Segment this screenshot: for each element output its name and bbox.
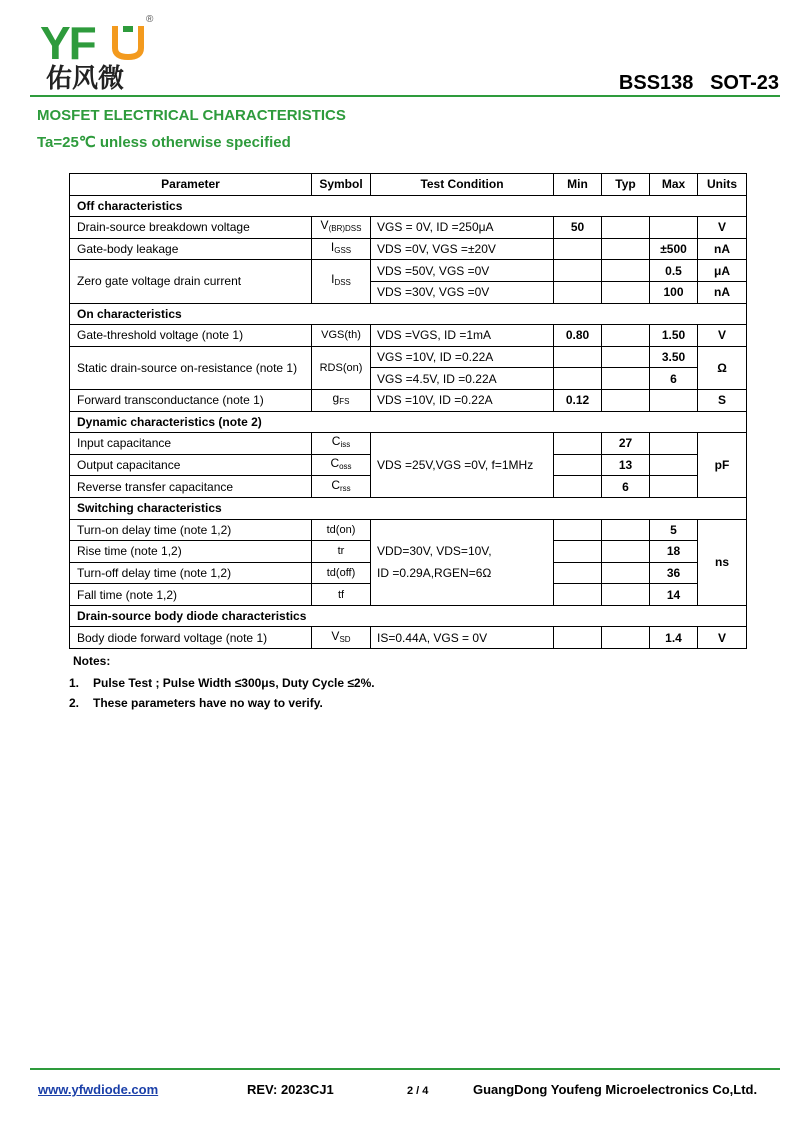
- logo-letters: YF: [40, 17, 95, 69]
- section-subtitle: Ta=25℃ unless otherwise specified: [37, 134, 291, 151]
- note-2: 2. These parameters have no way to verify.: [69, 696, 323, 710]
- electrical-characteristics-table: [69, 173, 747, 649]
- table-row: Body diode forward voltage (note 1) $V_{SD}$ IS=0.44A, VGS = 0V 1.4 V: [70, 627, 747, 649]
- registered-mark: ®: [146, 14, 154, 25]
- table-row: Zero gate voltage drain current $I_{DSS}$ VDS =50V, VGS =0V 0.5 μA: [70, 260, 747, 282]
- table-row: Reverse transfer capacitance $C_{rss}$ 6: [70, 476, 747, 498]
- col-test-condition: Test Condition: [371, 174, 554, 196]
- page-number: 2 / 4: [407, 1085, 429, 1097]
- table-header-row: [70, 174, 747, 196]
- col-units: Units: [698, 174, 747, 196]
- section-dynamic: Dynamic characteristics (note 2): [70, 411, 747, 433]
- footer-divider: [30, 1068, 780, 1070]
- logo-u-mark: [112, 24, 144, 60]
- table-row: Rise time (note 1,2) tr 18: [70, 541, 747, 563]
- table-row: Forward transconductance (note 1) $g_{FS}$ VDS =10V, ID =0.22A 0.12 S: [70, 389, 747, 411]
- note-1: 1. Pulse Test ; Pulse Width ≤300μs, Duty Cycle ≤2%.: [69, 676, 375, 690]
- table-row: Turn-off delay time (note 1,2) td(off) 36: [70, 562, 747, 584]
- table-row: VDS =30V, VGS =0V 100 nA: [70, 281, 747, 303]
- section-on: On characteristics: [70, 303, 747, 325]
- col-parameter: Parameter: [70, 174, 312, 196]
- table-row: Gate-body leakage $I_{GSS}$ VDS =0V, VGS =±20V ±500 nA: [70, 238, 747, 260]
- col-max: Max: [650, 174, 698, 196]
- col-typ: Typ: [602, 174, 650, 196]
- revision: REV: 2023CJ1: [247, 1082, 334, 1097]
- section-off: Off characteristics: [70, 195, 747, 217]
- col-min: Min: [554, 174, 602, 196]
- section-switching: Switching characteristics: [70, 497, 747, 519]
- col-symbol: Symbol: [312, 174, 371, 196]
- part-number: BSS138 SOT-23: [618, 72, 779, 94]
- section-diode: Drain-source body diode characteristics: [70, 605, 747, 627]
- table-row: Input capacitance $C_{iss}$ VDS =25V,VGS =0V, f=1MHz 27 pF: [70, 433, 747, 455]
- table-row: Output capacitance $C_{oss}$ 13: [70, 454, 747, 476]
- table-row: Turn-on delay time (note 1,2) td(on) VDD=30V, VDS=10V, ID =0.29A,RGEN=6Ω 5 ns: [70, 519, 747, 541]
- table-row: VGS =4.5V, ID =0.22A 6: [70, 368, 747, 390]
- logo-chinese-name: 佑风微: [46, 64, 125, 94]
- table-row: Static drain-source on-resistance (note 1) RDS(on) VGS =10V, ID =0.22A 3.50 Ω: [70, 346, 747, 368]
- section-title: MOSFET ELECTRICAL CHARACTERISTICS: [37, 107, 346, 124]
- company-logo: [40, 14, 170, 94]
- table-row: Fall time (note 1,2) tf 14: [70, 584, 747, 606]
- notes-title: Notes:: [73, 654, 111, 668]
- header-divider: [30, 95, 780, 97]
- table-row: Gate-threshold voltage (note 1) VGS(th) VDS =VGS, ID =1mA 0.80 1.50 V: [70, 325, 747, 347]
- table-row: Drain-source breakdown voltage $V_{(BR)DSS}$ VGS = 0V, ID =250μA 50 V: [70, 217, 747, 239]
- website-link[interactable]: www.yfwdiode.com: [38, 1082, 159, 1097]
- company-name: GuangDong Youfeng Microelectronics Co,Ltd.: [473, 1082, 758, 1097]
